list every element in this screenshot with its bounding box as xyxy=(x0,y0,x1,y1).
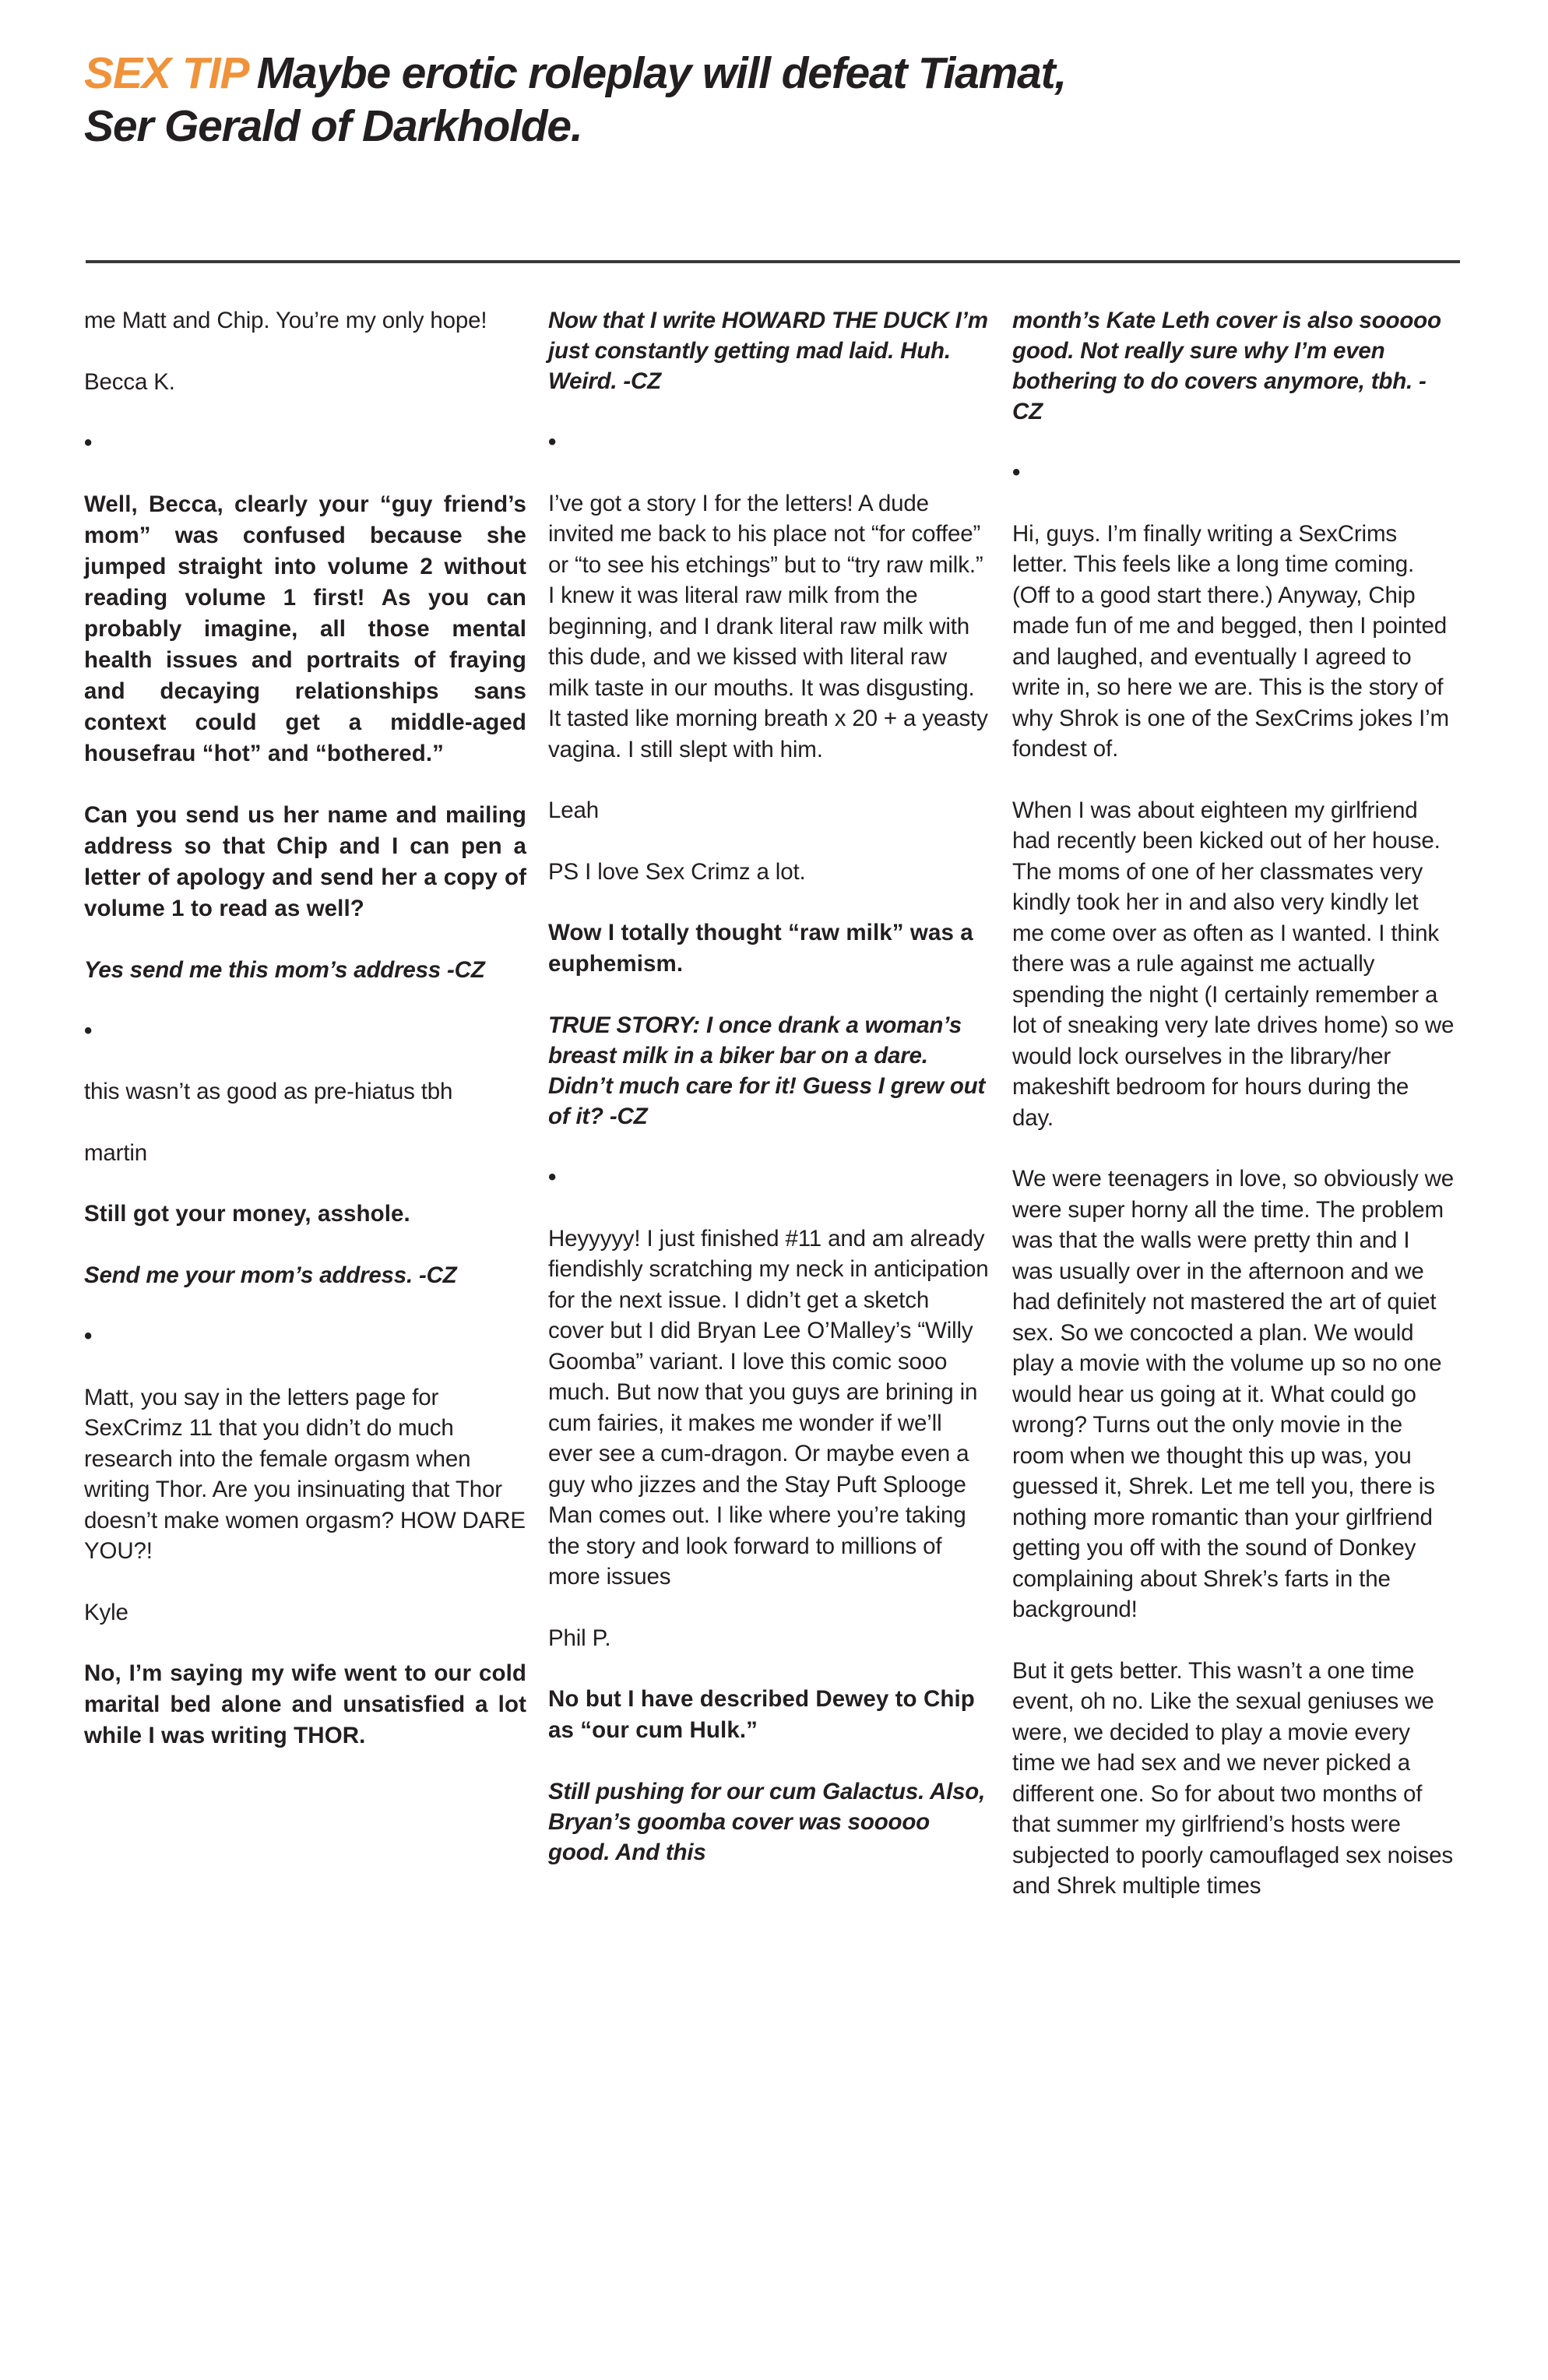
reader-letter-paragraph: martin xyxy=(84,1139,148,1166)
reader-letter-paragraph: Becca K. xyxy=(84,368,175,395)
reader-letter-paragraph: Matt, you say in the letters page for SexCrimz 11 that you didn’t do much research into the female orgasm when writing Thor. Are you insinuating that Thor doesn’t make women orgasm? HOW DARE YOU?! xyxy=(84,1384,526,1564)
matt-reply-paragraph: Can you send us her name and mailing address so that Chip and I can pen a letter of apology and send her a copy of volume 1 to read as well? xyxy=(84,801,526,921)
column-3 xyxy=(1012,305,1455,1902)
matt-reply-paragraph: No but I have described Dewey to Chip as “our cum Hulk.” xyxy=(548,1686,975,1743)
chip-reply-paragraph: TRUE STORY: I once drank a woman’s breast milk in a biker bar on a dare. Didn’t much care for it! Guess I grew out of it? -CZ xyxy=(548,1012,986,1129)
reader-letter-paragraph: We were teenagers in love, so obviously we were super horny all the time. The problem was that the walls were pretty thin and I was usually over in the afternoon and we had definitely not mastered the art of quiet sex. So we concocted a plan. We would play a movie with the volume up so no one would hear us going at it. What could go wrong? Turns out the only movie in the room when we thought this up was, you guessed it, Shrek. Let me tell you, there is nothing more romantic than your girlfriend getting you off with the sound of Donkey complaining about Shrek’s farts in the background! xyxy=(1012,1166,1455,1622)
reader-letter-paragraph: PS I love Sex Crimz a lot. xyxy=(548,858,806,885)
reader-letter-paragraph: But it gets better. This wasn’t a one time event, oh no. Like the sexual geniuses we were, we decided to play a movie every time we had sex and we never picked a different one. So for about two months of that summer my girlfriend’s hosts were subjected to poorly camouflaged sex noises and Shrek multiple times xyxy=(1012,1657,1454,1899)
reader-letter-paragraph: I’ve got a story I for the letters! A dude invited me back to his place not “for coffee” or “to see his etchings” but to “try raw milk.” I knew it was literal raw milk from the beginning, and I drank literal raw milk with this dude, and we kissed with literal raw milk taste in our mouths. It was disgusting. It tasted like morning breath x 20 + a yeasty vagina. I still slept with him. xyxy=(548,490,988,762)
letter-separator-bullet: • xyxy=(84,1017,93,1044)
letter-separator-bullet: • xyxy=(548,429,557,455)
letter-separator-bullet: • xyxy=(84,430,93,456)
chip-reply-paragraph: Still pushing for our cum Galactus. Also, Bryan’s goomba cover was sooooo good. And this xyxy=(548,1779,986,1865)
matt-reply-paragraph: Still got your money, asshole. xyxy=(84,1201,410,1227)
masthead-line-1 xyxy=(84,47,1470,100)
column-1 xyxy=(84,305,526,1902)
reader-letter-paragraph: Hi, guys. I’m finally writing a SexCrims letter. This feels like a long time coming. (Off to a good start there.) Anyway, Chip made fun of me and begged, then I pointed and laughed, and eventually I agreed to write in, so here we are. This is the story of why Shrok is one of the SexCrims jokes I’m fondest of. xyxy=(1012,520,1449,762)
reader-letter-paragraph: Heyyyyy! I just finished #11 and am already fiendishly scratching my neck in anticipation for the next issue. I didn’t get a sketch cover but I did Bryan Lee O’Malley’s “Willy Goomba” variant. I love this comic sooo much. But now that you guys are brining in cum fairies, it makes me wonder if we’ll ever see a cum-dragon. Or maybe even a guy who jizzes and the Stay Puft Splooge Man comes out. I like where you’re taking the story and look forward to millions of more issues xyxy=(548,1225,989,1590)
chip-reply-paragraph: month’s Kate Leth cover is also sooooo good. Not really sure why I’m even bothering to do covers anymore, tbh. -CZ xyxy=(1012,308,1441,424)
matt-reply-paragraph: No, I’m saying my wife went to our cold marital bed alone and unsatisfied a lot while I was writing THOR. xyxy=(84,1660,526,1748)
column-2 xyxy=(548,305,990,1902)
page-masthead xyxy=(84,47,1470,153)
reader-letter-paragraph: Leah xyxy=(548,797,600,823)
reader-letter-paragraph: When I was about eighteen my girlfriend had recently been kicked out of her house. The moms of one of her classmates very kindly took her in and also very kindly let me come over as often as I wanted. I think there was a rule against me actually spending the night (I certainly remember a lot of sneaking very late drives home) so we would lock ourselves in the library/her makeshift bedroom for hours during the day. xyxy=(1012,797,1455,1131)
sex-tip-kicker: SEX TIP xyxy=(84,48,249,98)
header-divider-rule xyxy=(86,260,1460,263)
reader-letter-paragraph: this wasn’t as good as pre-hiatus tbh xyxy=(84,1079,453,1104)
masthead-line-2: Ser Gerald of Darkholde. xyxy=(84,101,582,151)
matt-reply-paragraph: Wow I totally thought “raw milk” was a euphemism. xyxy=(548,920,973,977)
letter-separator-bullet: • xyxy=(84,1323,93,1349)
letter-separator-bullet: • xyxy=(1012,459,1021,485)
chip-reply-paragraph: Send me your mom’s address. -CZ xyxy=(84,1262,457,1288)
masthead-text-1: Maybe erotic roleplay will defeat Tiamat, xyxy=(256,48,1067,98)
reader-letter-paragraph: Phil P. xyxy=(548,1625,611,1651)
chip-reply-paragraph: Yes send me this mom’s address -CZ xyxy=(84,956,485,983)
letter-separator-bullet: • xyxy=(548,1164,557,1190)
letters-columns xyxy=(84,305,1462,1902)
matt-reply-paragraph: Well, Becca, clearly your “guy friend’s mom” was confused because she jumped straight into volume 2 without reading volume 1 first! As you can probably imagine, all those mental health issues and portraits of fraying and decaying relationships sans context could get a middle-aged housefrau “hot” and “bothered.” xyxy=(84,491,526,766)
reader-letter-paragraph: Kyle xyxy=(84,1599,128,1625)
chip-reply-paragraph: Now that I write HOWARD THE DUCK I’m just constantly getting mad laid. Huh. Weird. -CZ xyxy=(548,308,988,394)
reader-letter-paragraph: me Matt and Chip. You’re my only hope! xyxy=(84,308,487,333)
